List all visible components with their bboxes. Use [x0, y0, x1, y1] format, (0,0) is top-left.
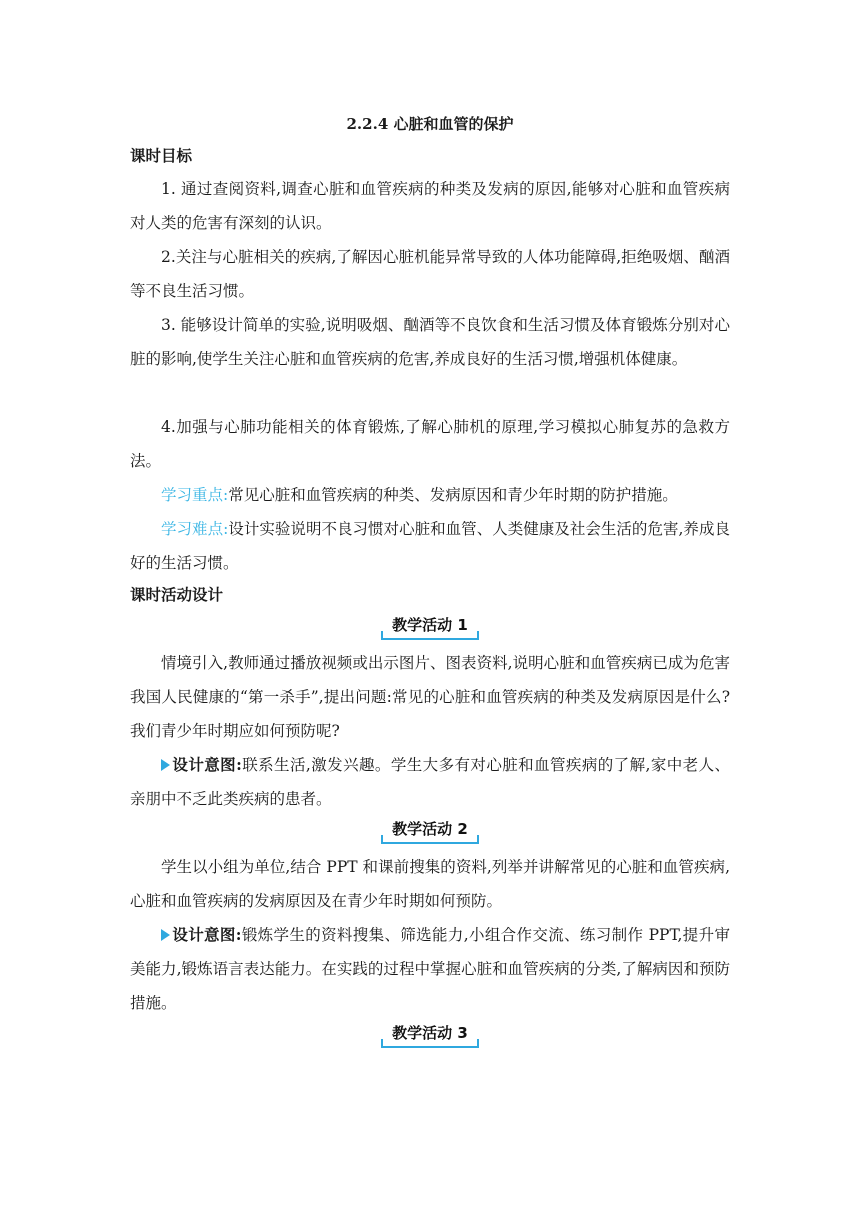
activity-2-intent-label: 设计意图: — [172, 925, 242, 944]
activity-2-intent-text: 锻炼学生的资料搜集、筛选能力,小组合作交流、练习制作 PPT,提升审美能力,锻炼语言表达能力。在实践的过程中掌握心脏和血管疾病的分类,了解病因和预防措施。 — [130, 926, 730, 1012]
activity-heading-3 — [0, 1021, 860, 1051]
key-point-text: 常见心脏和血管疾病的种类、发病原因和青少年时期的防护措施。 — [228, 486, 678, 504]
difficulty-text: 设计实验说明不良习惯对心脏和血管、人类健康及社会生活的危害,养成良好的生活习惯。 — [130, 520, 730, 572]
activity-2-intent — [130, 918, 730, 1020]
activity-heading-underline — [382, 842, 478, 844]
activity-heading-underline — [382, 1046, 478, 1048]
activity-heading-1 — [0, 613, 860, 643]
activity-1-intent-text: 联系生活,激发兴趣。学生大多有对心脏和血管疾病的了解,家中老人、亲朋中不乏此类疾病的患者。 — [130, 756, 730, 808]
triangle-bullet-icon — [161, 929, 170, 941]
section-heading-activities: 课时活动设计 — [130, 586, 224, 604]
page-title: 2.2.4 心脏和血管的保护 — [346, 115, 514, 133]
activity-1-intent-label: 设计意图: — [172, 755, 242, 774]
triangle-bullet-icon — [161, 759, 170, 771]
goal-paragraph-3: 3. 能够设计简单的实验,说明吸烟、酗酒等不良饮食和生活习惯及体育锻炼分别对心脏的影响,使学生关注心脏和血管疾病的危害,养成良好的生活习惯,增强机体健康。 — [130, 316, 730, 368]
difficulty-paragraph — [130, 512, 730, 580]
section-heading-goals: 课时目标 — [130, 147, 193, 165]
goal-paragraph-4: 4.加强与心肺功能相关的体育锻炼,了解心肺机的原理,学习模拟心肺复苏的急救方法。 — [130, 418, 730, 470]
activity-heading-2 — [0, 817, 860, 847]
activity-heading-underline — [382, 638, 478, 640]
goal-paragraph-1: 1. 通过查阅资料,调查心脏和血管疾病的种类及发病的原因,能够对心脏和血管疾病对人类的危害有深刻的认识。 — [130, 180, 730, 232]
activity-heading-3-text: 教学活动 3 — [392, 1024, 468, 1042]
activity-heading-1-text: 教学活动 1 — [392, 616, 468, 634]
activity-1-intent — [130, 748, 730, 816]
goal-paragraph-2: 2.关注与心脏相关的疾病,了解因心脏机能异常导致的人体功能障碍,拒绝吸烟、酗酒等不良生活习惯。 — [130, 248, 730, 300]
difficulty-label: 学习难点: — [161, 520, 229, 538]
activity-2-body: 学生以小组为单位,结合 PPT 和课前搜集的资料,列举并讲解常见的心脏和血管疾病,心脏和血管疾病的发病原因及在青少年时期如何预防。 — [130, 858, 730, 910]
key-point-paragraph — [130, 478, 730, 512]
activity-1-body: 情境引入,教师通过播放视频或出示图片、图表资料,说明心脏和血管疾病已成为危害我国人民健康的“第一杀手”,提出问题:常见的心脏和血管疾病的种类及发病原因是什么?我们青少年时期应如何预防呢? — [130, 654, 730, 740]
activity-heading-2-text: 教学活动 2 — [392, 820, 468, 838]
key-point-label: 学习重点: — [161, 486, 229, 504]
